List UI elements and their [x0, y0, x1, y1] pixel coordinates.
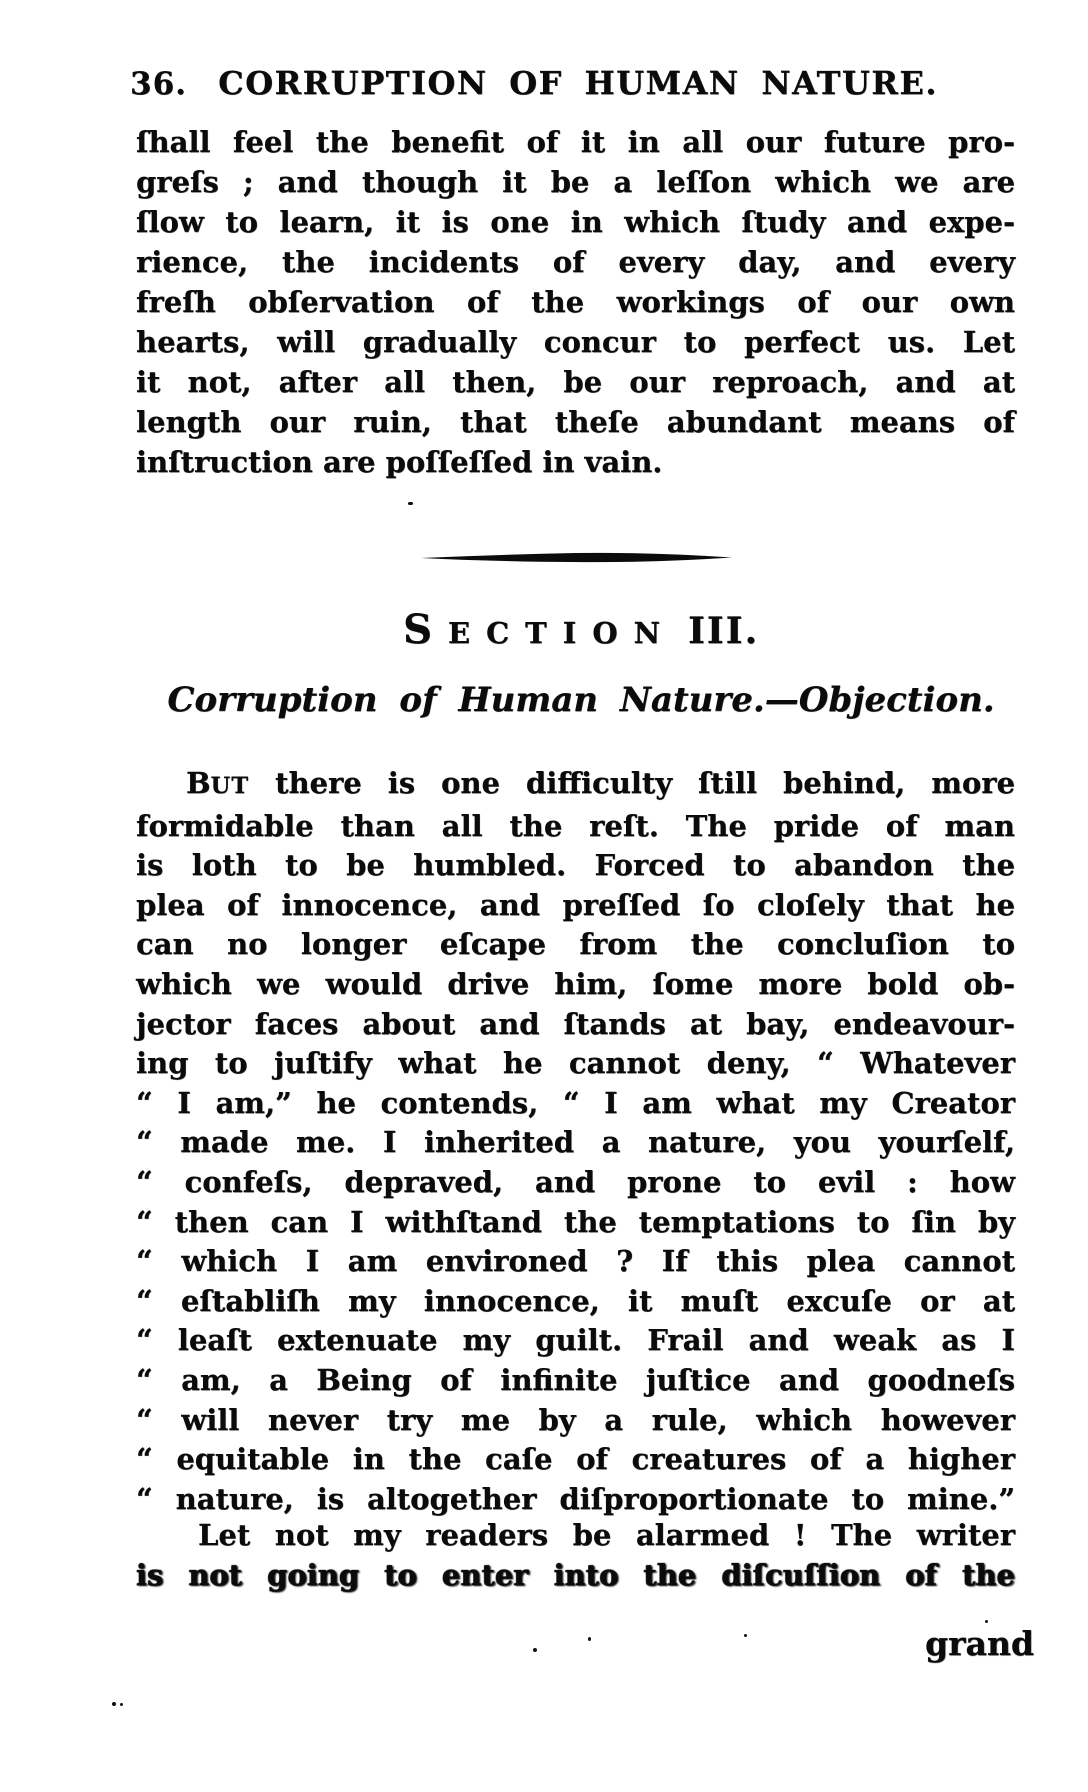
text-line: ing to juſtify what he cannot deny, “ Whatever	[136, 1046, 1015, 1081]
text-line: freſh obſervation of the workings of our own	[136, 285, 1015, 319]
scan-noise-speck	[588, 1637, 591, 1641]
text-line: greſs ; and though it be a leſſon which we are	[136, 165, 1015, 199]
text-line: “ nature, is altogether diſproportionate to mine.”	[136, 1481, 1015, 1516]
text-line: “ leaſt extenuate my guilt. Frail and weak as I	[136, 1323, 1015, 1358]
lead-line-rest: there is one difficulty ſtill behind, more	[249, 766, 1015, 800]
scan-noise-speck	[120, 1703, 123, 1706]
text-line: inſtruction are poſſeſſed in vain.	[136, 445, 663, 479]
scan-noise-speck	[112, 1702, 116, 1706]
text-line: Let not my readers be alarmed ! The writer	[198, 1518, 1015, 1552]
text-line: “ confeſs, depraved, and prone to evil : how	[136, 1164, 1015, 1199]
section-heading	[403, 606, 759, 653]
scan-noise-speck	[533, 1648, 537, 1652]
text-line: “ eſtabliſh my innocence, it muſt excuſe or at	[136, 1283, 1015, 1318]
lead-word-initial: B	[186, 766, 211, 800]
text-line: plea of innocence, and preſſed ſo cloſely that he	[136, 887, 1015, 922]
section-subtitle: Corruption of Human Nature.—Objection.	[167, 680, 995, 720]
text-line: “ will never try me by a rule, which however	[136, 1402, 1015, 1437]
text-line: “ then can I withſtand the temptations to ſin by	[136, 1204, 1015, 1239]
text-line	[136, 764, 1015, 807]
text-line: “ equitable in the caſe of creatures of a higher	[136, 1442, 1015, 1477]
text-line: ſlow to learn, it is one in which ſtudy and expe-	[136, 205, 1015, 239]
text-line: length our ruin, that theſe abundant means of	[136, 405, 1015, 439]
text-line: jector faces about and ſtands at bay, endeavour-	[136, 1006, 1015, 1041]
text-line: it not, after all then, be our reproach, and at	[136, 365, 1015, 399]
section-heading-caps: ECTION	[447, 616, 676, 650]
section-heading-initial: S	[402, 606, 448, 653]
text-line: can no longer eſcape from the concluſion to	[136, 927, 1015, 962]
paragraph-section3	[136, 764, 1015, 1519]
text-line: is loth to be humbled. Forced to abandon the	[136, 848, 1015, 883]
scan-noise-speck	[408, 502, 413, 505]
paragraph-closing	[136, 1516, 1015, 1595]
text-line: hearts, will gradually concur to perfect us. Let	[136, 325, 1015, 359]
text-line: is not going to enter into the diſcuſſion of the	[136, 1557, 1015, 1592]
scan-noise-speck	[985, 1620, 988, 1623]
running-header: CORRUPTION OF HUMAN NATURE.	[218, 64, 938, 102]
section-heading-numeral: III.	[687, 610, 760, 652]
scan-noise-speck	[744, 1634, 747, 1637]
text-line: “ which I am environed ? If this plea cannot	[136, 1244, 1015, 1279]
paragraph-section2-end	[136, 122, 1015, 482]
page-number: 36.	[130, 66, 187, 102]
text-line: “ made me. I inherited a nature, you yourſelf,	[136, 1125, 1015, 1160]
text-line: rience, the incidents of every day, and every	[136, 245, 1015, 279]
text-line: “ am, a Being of infinite juſtice and goodneſs	[136, 1362, 1015, 1397]
text-line: which we would drive him, ſome more bold ob-	[136, 966, 1015, 1001]
lead-word-smallcaps: UT	[210, 773, 250, 799]
text-line: formidable than all the reſt. The pride of man	[136, 808, 1015, 843]
text-line: “ I am,” he contends, “ I am what my Creator	[136, 1085, 1015, 1120]
section-divider-rule	[421, 550, 732, 566]
catchword: grand	[925, 1624, 1034, 1663]
text-line: ſhall feel the benefit of it in all our future pro-	[136, 125, 1015, 159]
